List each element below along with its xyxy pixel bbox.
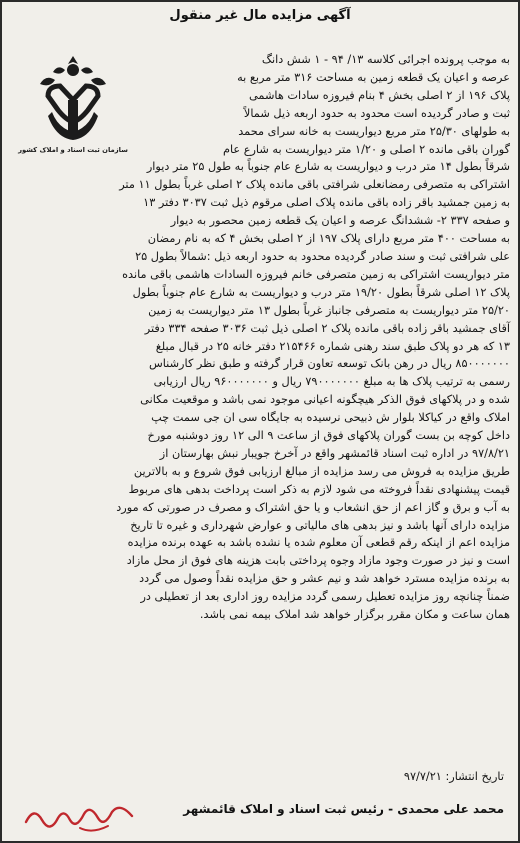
body-line: شده و در پلاکهای فوق الذکر هیچگونه اعیانی موجود نمی باشد و موقعیت مکانی — [140, 393, 510, 407]
body-line: ضمناً چنانچه روز مزایده تعطیل رسمی گردد مزایده روز اداری بعد از تعطیلی در — [140, 590, 510, 604]
logo-caption: سازمان ثبت اسناد و املاک کشور — [18, 146, 128, 154]
body-line: و صفحه ۳۳۷ ۲- ششدانگ عرصه و اعیان یک قطعه زمین محصور به دیوار — [170, 214, 510, 228]
body-line: به موجب پرونده اجرائی کلاسه ۱۳/ ۹۴ - ۱ شش دانگ — [261, 53, 510, 66]
body-line: ثبت و صادر گردیده است محدود به حدود اربعه ذیل شمالاً — [243, 106, 510, 120]
body-line: مزایده دارای آنها باشد و نیز بدهی های مالیاتی و عوارض شهرداری و غیره تا تاریخ — [130, 518, 510, 532]
body-line: اشتراکی به متصرفی رمضانعلی شرافتی باقی مانده پلاک ۲ اصلی غرباً بطول ۱۱ متر — [119, 178, 510, 192]
logo-spacer — [10, 51, 134, 177]
body-line: به برنده مزایده مسترد خواهد شد و نیم عشر و حق مزایده نقداً وصول می گردد — [139, 572, 510, 586]
body-line: است و نیز در صورت وجود مازاد وجوه پرداختی بابت هزینه های فوق از محل مازاد — [126, 554, 510, 568]
body-line: ۸۵۰۰۰۰۰۰۰ ریال در رهن بانک توسعه تعاون قرار گرفته و طبق نظر کارشناس — [148, 357, 510, 371]
body-line: آقای جمشید باقر زاده باقی مانده پلاک ۲ اصلی ذیل ثبت ۳۰۳۶ صفحه ۳۳۴ دفتر — [144, 321, 510, 335]
body-line: ۹۷/۸/۲۱ در اداره ثبت اسناد قائمشهر واقع در آخرخ جویبار نبش بهارستان از — [159, 446, 510, 460]
body-line: شرقاً بطول ۱۴ متر درب و دیواریست به شارع عام جنوباً به طول ۲۵ متر دیوار — [146, 160, 510, 174]
body-line: املاک واقع در کیاکلا بلوار ش ذبیحی نرسیده به جایگاه سی ان جی سمت چپ — [151, 411, 510, 425]
body-line: پلاک ۱۹۶ از ۲ اصلی بخش ۴ بنام فیروزه سادات هاشمی — [249, 88, 510, 102]
body-line: ۲۵/۲۰ متر دیواریست به متصرفی جانباز غرباً بطول ۱۳ متر دیواریست به زمین — [148, 303, 510, 317]
body-line: عرصه و اعیان یک قطعه زمین به مساحت ۳۱۶ متر مربع به — [237, 70, 510, 84]
body-line: به طولهای ۲۵/۳۰ متر مربع دیواریست به خانه سرای محمد — [238, 124, 510, 138]
body-line: طریق مزایده به فروش می رسد مزایده از مبالغ ارزیابی فوق شروع و به بالاترین — [133, 464, 510, 478]
handwritten-mark-icon — [20, 800, 140, 836]
publish-date: تاریخ انتشار: ۹۷/۷/۲۱ — [403, 770, 504, 783]
body-line: ۱۳ که هر دو پلاک طبق سند رهنی شماره ۲۱۵۴۶۶ دفتر خانه ۲۵ در قبال مبلغ — [155, 339, 510, 353]
body-line: علی شرافتی ثبت و سند صادر گردیده محدود به حدود اربعه ذیل :شمالاً بطول ۲۵ — [135, 249, 510, 263]
body-line: قیمت پیشنهادی نقداً فروخته می شود لازم به ذکر است پرداخت بدهی های مربوط — [128, 482, 510, 496]
body-line: به مساحت ۴۰۰ متر مربع دارای پلاک ۱۹۷ از ۲ اصلی بخش ۴ که به نام رمضان — [147, 232, 510, 246]
body-line: گوران باقی مانده ۲ اصلی و ۱/۲۰ متر دیواریست به شارع عام — [222, 142, 510, 156]
body-line: به آب و برق و گاز اعم از حق انشعاب و یا حق اشتراک و مصرف در صورتی که مورد — [116, 500, 510, 514]
signature-line: محمد علی محمدی - رئیس ثبت اسناد و املاک قائمشهر — [183, 802, 504, 816]
body-line: رسمی به ترتیب پلاک ها به مبلغ ۷۹۰۰۰۰۰۰۰ ریال و ۹۶۰۰۰۰۰۰۰ ریال ارزیابی — [153, 375, 510, 389]
notice-title: آگهی مزایده مال غیر منقول — [169, 8, 351, 23]
body-line: داخل کوچه بن بست گوران پلاکهای فوق از ساعت ۹ الی ۱۲ روز دوشنبه مورخ — [147, 429, 510, 443]
body-line: به زمین جمشید باقر زاده باقی مانده پلاک اصلی مرقوم ذیل ثبت ۳۰۳۷ دفتر ۱۳ — [143, 196, 510, 210]
notice-body — [10, 30, 510, 624]
body-line: پلاک ۱۲ اصلی شرقاً بطول ۱۹/۲۰ متر درب و دیواریست به شارع عام جنوباً بطول — [132, 285, 510, 299]
body-line: مزایده اعم از اینکه رقم قطعی آن معلوم شده یا نشده باشد به عهده برنده مزایده — [127, 536, 510, 550]
body-line: متر دیواریست اشتراکی به زمین متصرفی خانم فیروزه السادات هاشمی باقی مانده — [122, 267, 510, 281]
body-line: همان ساعت و مکان مقرر برگزار خواهد شد املاک بیمه نمی باشد. — [199, 608, 510, 622]
